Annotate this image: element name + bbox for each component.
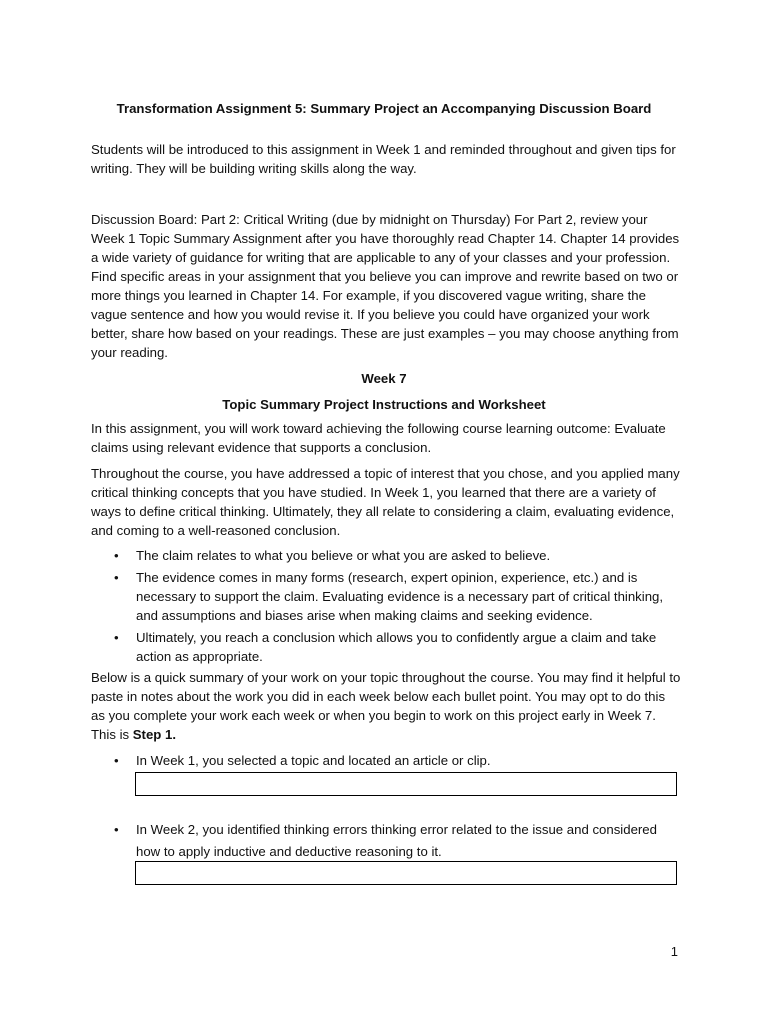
week-heading: Week 7 — [361, 371, 407, 386]
throughout-paragraph: Throughout the course, you have addressed a topic of interest that you chose, and you applied many critical thinking concepts that you have studied. In Week 1, you learned that there are a variety of ways to define critical thinking. Ultimately, they all relate to considering a claim, evaluating evidence, and coming to a well-reasoned conclusion. — [91, 466, 680, 538]
outcome-paragraph: In this assignment, you will work toward achieving the following course learning outcome: Evaluate claims using relevant evidence that supports a conclusion. — [91, 421, 666, 455]
discussion-board-paragraph: Discussion Board: Part 2: Critical Writing (due by midnight on Thursday) For Part 2, review your Week 1 Topic Summary Assignment after you have thoroughly read Chapter 14. Chapter 14 provides a wide variety of guidance for writing that are applicable to any of your classes and your profession. Find specific areas in your assignment that you believe you can improve and rewrite based on two or more things you learned in Chapter 14. For example, if you discovered vague writing, share the vague sentence and how you would revise it. If you believe you could have organized your work better, share how based on your readings. These are just examples – you may choose anything from your reading. — [91, 212, 680, 360]
bullet-icon: • — [114, 753, 119, 768]
week1-answer-box[interactable] — [135, 772, 677, 796]
week1-bullet — [91, 751, 681, 770]
bullet-text: In Week 1, you selected a topic and located an article or clip. — [136, 753, 491, 768]
week2-answer-box[interactable] — [135, 861, 677, 885]
bullet-text: Ultimately, you reach a conclusion which allows you to confidently argue a claim and take action as appropriate. — [136, 630, 657, 664]
list-item — [91, 628, 681, 666]
bullet-icon: • — [114, 822, 119, 837]
worksheet-heading: Topic Summary Project Instructions and Worksheet — [222, 397, 546, 412]
concept-bullet-list — [91, 546, 681, 666]
summary-paragraph — [91, 668, 681, 744]
list-item — [91, 546, 681, 565]
bullet-text: The evidence comes in many forms (research, expert opinion, experience, etc.) and is necessary to support the claim. Evaluating evidence is a necessary part of critical thinking, and assumptions and biases arise when making claims and seeking evidence. — [136, 570, 664, 623]
summary-text: Below is a quick summary of your work on your topic throughout the course. You may find it helpful to paste in notes about the work you did in each week below each bullet point. You may opt to do this as you complete your work each week or when you begin to work on this project early in Week 7. This is — [91, 670, 681, 742]
bullet-icon: • — [114, 548, 119, 563]
summary-step-label: Step 1. — [132, 727, 177, 742]
document-title: Transformation Assignment 5: Summary Project an Accompanying Discussion Board — [116, 101, 652, 116]
week2-bullet — [91, 819, 681, 863]
bullet-icon: • — [114, 570, 119, 585]
bullet-text: In Week 2, you identified thinking errors thinking error related to the issue and considered how to apply inductive and deductive reasoning to it. — [136, 822, 657, 859]
page-number: 1 — [670, 944, 678, 959]
bullet-text: The claim relates to what you believe or what you are asked to believe. — [136, 548, 551, 563]
bullet-icon: • — [114, 630, 119, 645]
intro-paragraph: Students will be introduced to this assignment in Week 1 and reminded throughout and given tips for writing. They will be building writing skills along the way. — [91, 142, 676, 176]
list-item — [91, 568, 681, 625]
